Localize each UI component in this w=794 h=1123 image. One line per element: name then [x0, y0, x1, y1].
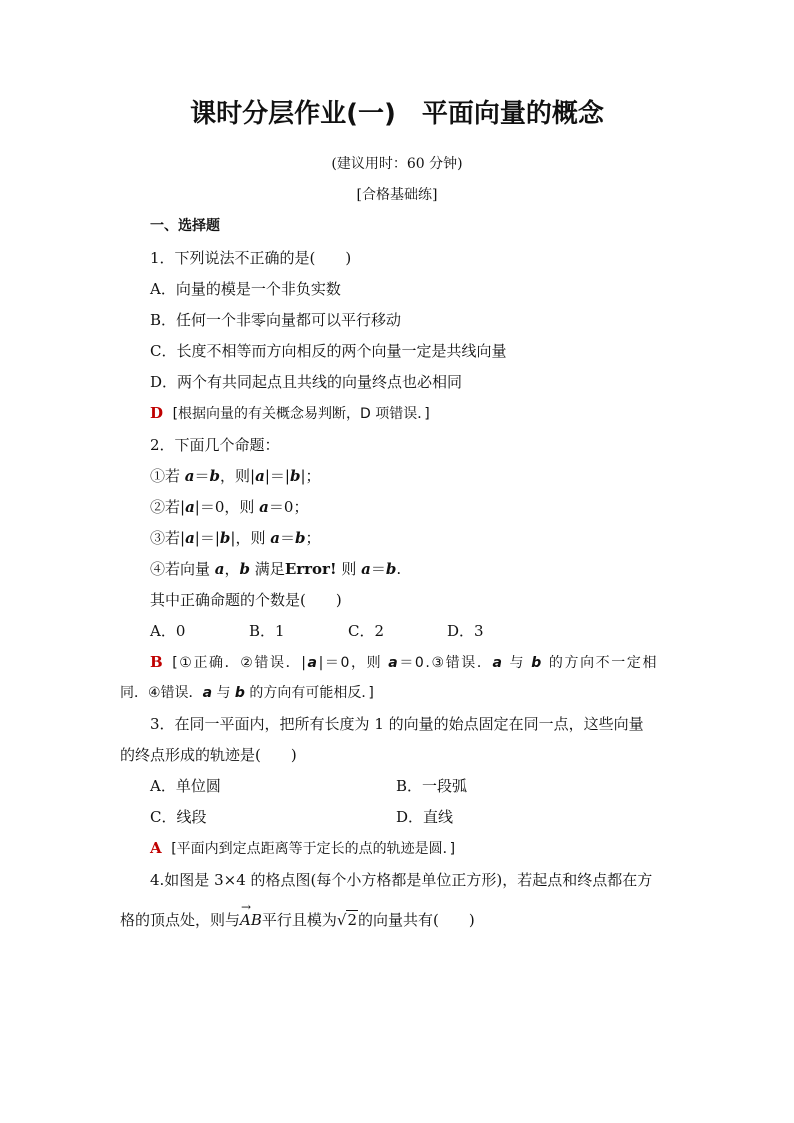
question-1-option-d: D．两个有共同起点且共线的向量终点也必相同: [150, 373, 463, 391]
question-2-option-d: D．3: [447, 622, 484, 640]
question-3-options-row-2: [150, 807, 453, 827]
question-2-proposition-3: ③若|a|＝|b|，则 a＝b；: [150, 529, 321, 547]
question-2-explanation-line-2: 同．④错误．a 与 b 的方向有可能相反．]: [120, 685, 374, 701]
sqrt-two: √2: [336, 911, 357, 929]
question-2-option-c: C．2: [348, 622, 385, 640]
question-3-option-d: D．直线: [396, 808, 454, 826]
question-3-explanation: [平面内到定点距离等于定长的点的轨迹是圆．]: [171, 841, 456, 857]
question-2-proposition-1: ①若 a＝b，则|a|＝|b|；: [150, 467, 321, 485]
question-3-option-b: B．一段弧: [396, 777, 468, 795]
vector-ab: → AB: [240, 910, 262, 930]
question-2-stem: 2．下面几个命题：: [150, 436, 280, 454]
question-2-proposition-2: ②若|a|＝0，则 a＝0；: [150, 498, 309, 516]
question-1-option-a: A．向量的模是一个非负实数: [150, 280, 341, 298]
question-2-explanation-line-1: B [①正确．②错误．|a|＝0，则 a＝0.③错误．a 与 b 的方向不一定相: [150, 653, 659, 671]
question-2-option-b: B．1: [249, 622, 285, 640]
question-2-proposition-4: ④若向量 a，b 满足Error! 则 a＝b.: [150, 560, 402, 578]
page-title: 课时分层作业(一) 平面向量的概念: [190, 99, 604, 129]
time-note: (建议用时：60 分钟): [331, 156, 463, 172]
question-3-option-c: C．线段: [150, 808, 207, 826]
question-3-stem-line-2: 的终点形成的轨迹是( ): [120, 746, 297, 764]
question-1-option-b: B．任何一个非零向量都可以平行移动: [150, 311, 402, 329]
section-heading: 一、选择题: [150, 218, 220, 234]
question-2-ask: 其中正确命题的个数是( ): [150, 591, 342, 609]
question-3-stem-line-1: 3．在同一平面内，把所有长度为 1 的向量的始点固定在同一点，这些向量: [150, 715, 644, 733]
error-placeholder: Error!: [284, 560, 337, 578]
section-label: [合格基础练]: [356, 187, 438, 203]
question-4-stem-line-1: 4.如图是 3×4 的格点图(每个小方格都是单位正方形)，若起点和终点都在方: [150, 871, 653, 889]
question-3-options-row-1: [150, 776, 467, 796]
question-3-answer-line: [150, 838, 455, 859]
question-4-stem-line-2: 格的顶点处，则与→ AB平行且模为√2的向量共有( ): [120, 910, 475, 930]
question-1-stem: 1．下列说法不正确的是( ): [150, 249, 352, 267]
question-2-answer: B: [150, 653, 163, 671]
question-1-option-c: C．长度不相等而方向相反的两个向量一定是共线向量: [150, 342, 507, 360]
question-2-option-a: A．0: [150, 622, 186, 640]
question-3-answer: A: [150, 839, 162, 857]
question-1-explanation: [根据向量的有关概念易判断，D 项错误．]: [172, 406, 430, 422]
question-1-answer: D: [150, 404, 164, 422]
question-3-option-a: A．单位圆: [150, 777, 221, 795]
question-1-answer-line: [150, 403, 430, 424]
question-2-options: [150, 621, 484, 641]
